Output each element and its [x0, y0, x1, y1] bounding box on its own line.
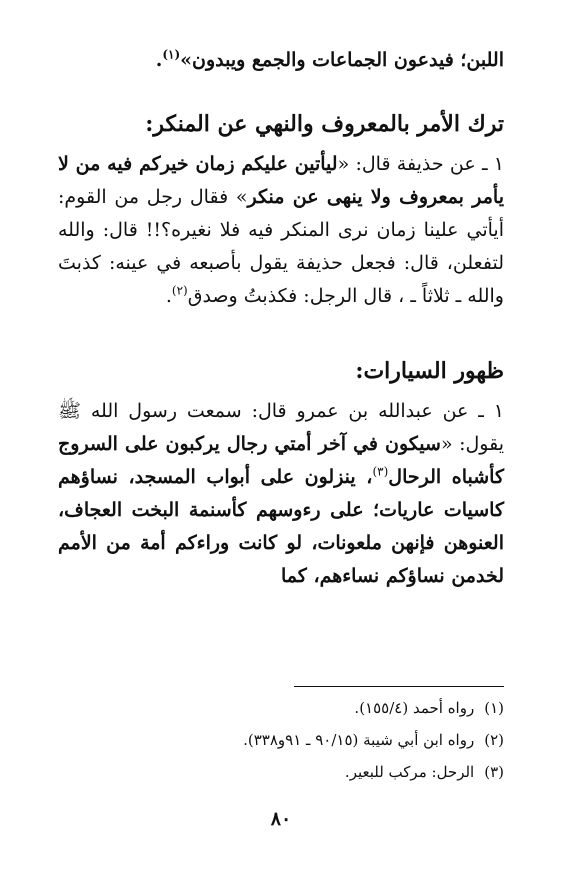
hadith-abdullah-quote-1: سيكون في آخر أمتي رجال يركبون على السروج كأشباه الرحال	[58, 433, 504, 488]
section-heading-cars: ظهور السيارات:	[355, 358, 504, 384]
hadith-abdullah-intro: ١ ـ عن عبدالله بن عمرو قال: سمعت رسول الله ﷺ يقول: «	[58, 400, 504, 455]
footnote-ref-1: (١)	[162, 47, 181, 62]
footnote-divider	[294, 686, 504, 687]
hadith-hudhayfa-rest: » فقال رجل من القوم: أيأتي علينا زمان نرى المنكر فيه فلا نغيره؟!! قال: والله لتفعلن، قال: فجعل حذيفة يقول بأصبعه في عينه: كذبتَ والله ـ ثلاثاً ـ ، قال الرجل: فكذبتُ وصدق	[58, 186, 504, 307]
footnote-number: (٣)	[484, 763, 504, 781]
hadith-abdullah	[58, 395, 504, 593]
top-line-end: .	[155, 49, 163, 71]
footnote-ref-3: (٣)	[372, 464, 389, 479]
page-number: ٨٠	[270, 808, 292, 830]
hadith-hudhayfa-quote: ليأتين عليكم زمان خيركم فيه من لا يأمر بمعروف ولا ينهى عن منكر	[58, 153, 505, 208]
section-heading-enjoining-good: ترك الأمر بالمعروف والنهي عن المنكر:	[145, 111, 504, 137]
footnote-text: رواه أحمد (١٥٥/٤).	[354, 699, 475, 717]
footnote-text: الرحل: مركب للبعير.	[344, 763, 475, 781]
hadith-abdullah-quote-2: ، ينزلون على أبواب المسجد، نساؤهم كاسيات عاريات؛ على رءوسهم كأسنمة البخت العجاف، العنوهن فإنهن ملعونات، لو كانت وراءكم أمة من الأمم لخدمن نساؤكم نساءهم، كما	[58, 466, 504, 587]
footnotes	[58, 692, 504, 788]
hadith-hudhayfa-intro: ١ ـ عن حذيفة قال: «	[337, 153, 504, 175]
footnote-3	[58, 756, 504, 788]
top-line-text: اللبن؛ فيدعون الجماعات والجمع ويبدون»	[180, 49, 504, 71]
hadith-hudhayfa	[58, 148, 504, 313]
footnote-2	[58, 724, 504, 756]
footnote-1	[58, 692, 504, 724]
footnote-ref-2: (٢)	[171, 283, 188, 298]
footnote-text: رواه ابن أبي شيبة (٩٠/١٥ ـ ٩١و٣٣٨).	[243, 731, 475, 749]
hadith-hudhayfa-end: .	[165, 285, 172, 307]
top-line	[58, 44, 504, 76]
footnote-number: (٢)	[484, 731, 504, 749]
footnote-number: (١)	[484, 699, 504, 717]
